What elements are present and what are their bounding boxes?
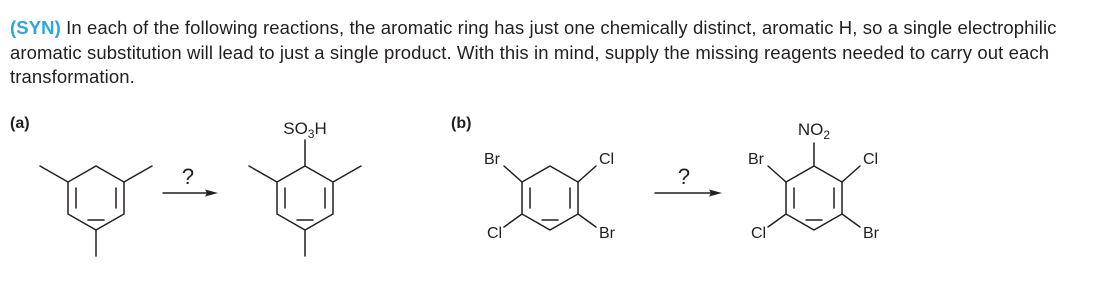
part-a-label: (a) xyxy=(10,115,30,132)
product-chloro-label: Cl xyxy=(863,151,879,168)
product-bromo-label: Br xyxy=(748,151,764,168)
problem-tag: (SYN) xyxy=(10,17,61,38)
reactant-chloro-label-lower: Cl xyxy=(487,225,503,242)
product-bromo-label-lower: Br xyxy=(863,225,879,242)
dibromodichlorobenzene-structure xyxy=(504,166,596,230)
nitrated-product-structure xyxy=(768,143,860,230)
reactant-chloro-label: Cl xyxy=(599,151,615,168)
nitro-group: $NO_2$ xyxy=(797,120,831,142)
reactant-bromo-label-lower: Br xyxy=(599,225,615,242)
part-b-label: (b) xyxy=(451,115,472,132)
reagent-a-placeholder: ? xyxy=(181,164,195,189)
product-chloro-label-lower: Cl xyxy=(751,225,767,242)
mesitylene-structure xyxy=(40,166,152,256)
mesitylenesulfonic-acid-structure xyxy=(249,140,361,256)
reactant-bromo-label: Br xyxy=(484,151,500,168)
problem-text: In each of the following reactions, the aromatic ring has just one chemically distinct, aromatic H, so a single electrophilic aromatic substitution will lead to just a single product. With this in mind, supply the missing reagents needed to carry out each transformation. xyxy=(10,17,1057,87)
reagent-b-placeholder: ? xyxy=(677,164,691,189)
sulfonic-acid-group: $SO_3H$ xyxy=(283,119,327,141)
